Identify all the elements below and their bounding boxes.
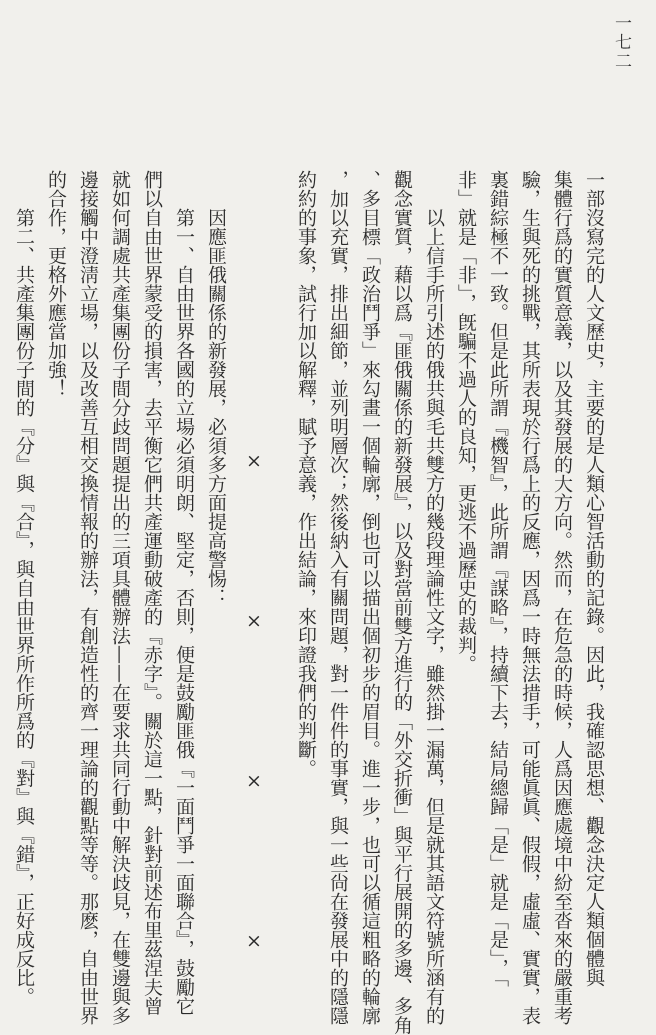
page-number: 一七二: [611, 14, 631, 71]
text-column: 集體行爲的實質意義，以及其發展的大方向。然而，在危急的時候，人爲因應處境中紛至沓來的嚴重考: [551, 170, 573, 1025]
text-column: 裏錯綜極不一致。但是此所謂『機智』，此所謂『謀略』，持續下去，結局總歸「是」就是「是」，「: [487, 170, 509, 987]
text-column: ，加以充實，排出細節，並列明層次；然後納入有關問題，對一件件的事實，與一些尙在發展中的隱隱: [327, 170, 349, 1025]
text-column: 就如何調處共產集團份子間分歧問題提出的三項具體辦法——在要求共同行動中解決歧見，在雙邊與多: [109, 170, 131, 1025]
text-column: 驗，生與死的挑戰，其所表現於行爲上的反應，因爲一時無法措手，可能眞眞、假假，虛虛、實實，表: [519, 170, 541, 1025]
text-column: 、多目標「政治鬥爭」來勾畫一個輪廓，倒也可以描出個初步的眉目。進一步，也可以循這粗略的輪廓: [359, 170, 381, 1025]
text-column: 非」就是「非」，旣騙不過人的良知，更逃不過歷史的裁判。: [455, 170, 477, 674]
text-column: 因應匪俄關係的新發展，必須多方面提高警惕：: [205, 208, 227, 607]
text-column: 邊接觸中澄淸立場，以及改善互相交換情報的辦法，有創造性的齊一理論的觀點等等。那麽，自由世界: [77, 170, 99, 1025]
separator-mark: ×: [243, 610, 265, 639]
text-column: 以上信手所引述的俄共與毛共雙方的幾段理論性文字，雖然掛一漏萬，但是就其語文符號所涵有的: [423, 208, 445, 1025]
separator-mark: ×: [243, 930, 265, 959]
text-column: 的合作，更格外應當加強！: [45, 170, 67, 398]
text-column: 第一、自由世界各國的立場必須明朗、堅定，否則，便是鼓勵匪俄『一面鬥爭一面聯合』，鼓勵它: [173, 208, 195, 1016]
section-separator: [238, 170, 270, 982]
separator-mark: ×: [243, 450, 265, 478]
text-column: 們以自由世界蒙受的損害，去平衡它們共產運動破產的『赤字』。關於這一點，針對前述布里茲涅夫曾: [141, 170, 163, 1016]
text-column: 一部沒寫完的人文歷史，主要的是人類心智活動的記錄。因此，我確認思想、觀念決定人類個體與: [583, 170, 605, 987]
text-column: 第二、共產集團份子間的『分』與『合』，與自由世界所作所爲的『對』與『錯』，正好成反比。: [13, 208, 35, 1006]
text-column: 約約的事象，試行加以解釋，賦予意義，作出結論，來印證我們的判斷。: [295, 170, 317, 778]
separator-mark: ×: [243, 770, 265, 799]
body-text: [13, 170, 610, 1035]
text-column: 觀念實質，藉以爲『匪俄關係的新發展』，以及對當前雙方進行的「外交折衝」與平行展開的多邊、多角: [391, 170, 413, 1035]
